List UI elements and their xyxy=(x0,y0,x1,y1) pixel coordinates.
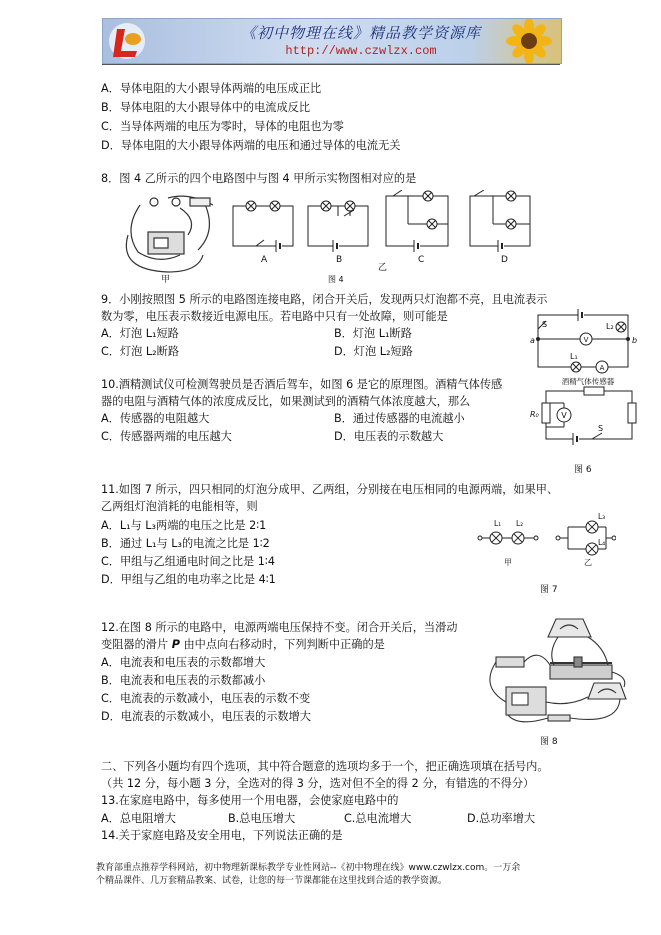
figure-4-yi-label: 乙 xyxy=(378,263,388,273)
footer-line2: 个精品课件、几万套精品教案、试卷，让您的每一节课都能在这里找到合适的教学资源。 xyxy=(96,876,448,886)
q10-option-a: A．传感器的电阻越大 xyxy=(101,412,210,425)
q13-option-c: C.总电流增大 xyxy=(344,812,412,825)
q12-line2: 变阻器的滑片 P 由中点向右移动时，下列判断中正确的是 xyxy=(101,638,385,651)
q10-option-d: D．电压表的示数越大 xyxy=(334,430,444,443)
q8-stem: 8．图 4 乙所示的四个电路图中与图 4 甲所示实物图相对应的是 xyxy=(101,172,417,185)
q9-option-b: B．灯泡 L₁断路 xyxy=(334,327,412,340)
q11-line1: 11.如图 7 所示，四只相同的灯泡分成甲、乙两组，分别接在电压相同的电源两端，如果甲、 xyxy=(101,483,559,496)
q9-option-a: A．灯泡 L₁短路 xyxy=(101,327,179,340)
figure-6-sensor-label: 酒精气体传感器 xyxy=(561,377,615,386)
q10-option-c: C．传感器两端的电压越大 xyxy=(101,430,232,443)
figure-7-caption: 图 7 xyxy=(540,585,558,595)
figure-5-l2-label: L₂ xyxy=(606,322,614,331)
q9-option-c: C．灯泡 L₂断路 xyxy=(101,345,180,358)
q9-line2: 数为零，电压表示数接近电源电压。若电路中只有一处故障，则可能是 xyxy=(101,310,448,323)
figure-4-label-c: C xyxy=(418,255,425,265)
q12-option-d: D．电流表的示数减小，电压表的示数增大 xyxy=(101,710,311,723)
section2-line1: 二、下列各小题均有四个选项，其中符合题意的选项均多于一个，把正确选项填在括号内。 xyxy=(101,760,549,773)
header-banner xyxy=(102,18,562,64)
figure-8 xyxy=(478,607,633,732)
q9-option-d: D．灯泡 L₂短路 xyxy=(334,345,413,358)
q10-line1: 10.酒精测试仪可检测驾驶员是否酒后驾车，如图 6 是它的原理图。酒精气体传感 xyxy=(101,378,503,391)
figure-6-switch-label: S xyxy=(598,424,604,433)
section2-line2: （共 12 分，每小题 3 分，全选对的得 3 分，选对但不全的得 2 分，有错选的不得分） xyxy=(101,777,535,790)
figure-7-jia-label: 甲 xyxy=(504,558,512,567)
figure-8-caption: 图 8 xyxy=(540,737,558,747)
q13-stem: 13.在家庭电路中，每多使用一个用电器，会使家庭电路中的 xyxy=(101,794,399,807)
figure-4-circuit-c xyxy=(386,190,448,252)
figure-5-point-a: a xyxy=(530,336,535,345)
q13-option-a: A．总电阻增大 xyxy=(101,812,176,825)
header-divider xyxy=(102,64,560,65)
figure-4-circuit-d xyxy=(470,190,530,252)
header-title: 《初中物理在线》精品教学资源库 xyxy=(240,24,481,42)
q7-option-a: A．导体电阻的大小跟导体两端的电压成正比 xyxy=(101,82,322,95)
q11-option-c: C．甲组与乙组通电时间之比是 1∶4 xyxy=(101,555,275,568)
figure-4-apparatus xyxy=(126,196,213,272)
figure-5-l1-label: L₁ xyxy=(570,352,578,361)
q12-option-c: C．电流表的示数减小，电压表的示数不变 xyxy=(101,692,311,705)
figure-5 xyxy=(520,305,650,377)
site-logo-icon xyxy=(107,21,147,61)
figure-4-caption: 图 4 xyxy=(328,275,344,284)
figure-4-label-a: A xyxy=(261,255,268,265)
q14-stem: 14.关于家庭电路及安全用电，下列说法正确的是 xyxy=(101,829,343,842)
figure-7-l3-label: L₃ xyxy=(598,513,606,521)
figure-4-label-b: B xyxy=(336,255,343,265)
q11-line2: 乙两组灯泡消耗的电能相等，则 xyxy=(101,500,258,513)
figure-6-r0-label: R₀ xyxy=(530,410,539,419)
figure-4-circuit-a xyxy=(233,201,293,252)
q12-option-a: A．电流表和电压表的示数都增大 xyxy=(101,656,266,669)
figure-4 xyxy=(118,190,548,285)
q12-option-b: B．电流表和电压表的示数都减小 xyxy=(101,674,266,687)
q7-option-d: D．导体电阻的大小跟导体两端的电压和通过导体的电流无关 xyxy=(101,139,401,152)
q10-option-b: B．通过传感器的电流越小 xyxy=(334,412,465,425)
figure-6-caption: 图 6 xyxy=(574,465,592,475)
figure-5-voltmeter-label: V xyxy=(583,336,589,344)
figure-5-point-b: b xyxy=(632,336,638,345)
figure-4-jia-label: 甲 xyxy=(161,275,171,285)
q13-option-d: D.总功率增大 xyxy=(467,812,536,825)
figure-7-yi-label: 乙 xyxy=(584,558,592,567)
figure-5-switch-label: S xyxy=(542,320,548,329)
q9-line1: 9．小刚按照图 5 所示的电路图连接电路，闭合开关后，发现两只灯泡都不亮，且电流表示 xyxy=(101,293,548,306)
figure-4-label-d: D xyxy=(501,255,508,265)
figure-5-ammeter-label: A xyxy=(599,364,605,372)
q10-line2: 器的电阻与酒精气体的浓度成反比，如果测试到的酒精气体浓度越大，那么 xyxy=(101,395,471,408)
q12-line1: 12.在图 8 所示的电路中，电源两端电压保持不变。闭合开关后，当滑动 xyxy=(101,621,458,634)
q11-option-b: B．通过 L₁与 L₃的电流之比是 1∶2 xyxy=(101,537,270,550)
q11-option-a: A．L₁与 L₃两端的电压之比是 2∶1 xyxy=(101,519,267,532)
q7-option-c: C．当导体两端的电压为零时，导体的电阻也为零 xyxy=(101,120,344,133)
sunflower-icon xyxy=(499,19,559,63)
figure-7-l1-label: L₁ xyxy=(494,519,502,528)
q11-option-d: D．甲组与乙组的电功率之比是 4∶1 xyxy=(101,573,276,586)
figure-7 xyxy=(476,513,616,573)
header-url[interactable]: http://www.czwlzx.com xyxy=(285,44,437,58)
q13-option-b: B.总电压增大 xyxy=(228,812,296,825)
figure-7-l4-label: L₄ xyxy=(598,538,606,547)
figure-6 xyxy=(528,375,643,447)
figure-7-l2-label: L₂ xyxy=(516,519,524,528)
q7-option-b: B．导体电阻的大小跟导体中的电流成反比 xyxy=(101,101,311,114)
figure-6-voltmeter-label: V xyxy=(561,411,567,420)
figure-4-circuit-b xyxy=(308,201,368,252)
footer-line1: 教育部重点推荐学科网站，初中物理新课标教学专业性网站--《初中物理在线》www.czwlzx.com。一万余 xyxy=(96,863,521,873)
